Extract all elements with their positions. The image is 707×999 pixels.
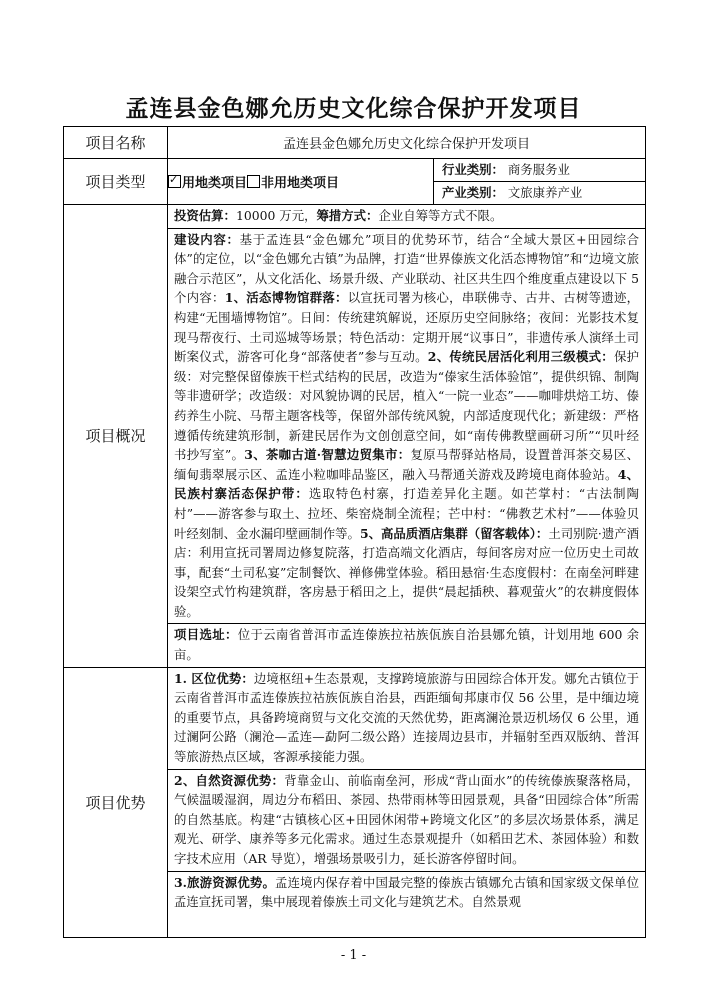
- item4-title: 4、民族村寨活态保护带：: [174, 466, 640, 502]
- sector-category: [434, 181, 645, 204]
- advantage3-title: 3.旅游资源优势。: [174, 874, 276, 890]
- advantage2-title: 2、自然资源优势：: [174, 772, 285, 788]
- advantage1-title: 1. 区位优势：: [174, 670, 254, 686]
- item5-text: 土司别院·遗产酒店：利用宣抚司署周边修复院落，打造高端文化酒店，每间客房对应一位历史土司故事，配套“土司私宴”定制餐饮、禅修佛堂体验。稻田悬宿·生态度假村：在南垒河畔建设架空式竹构建筑群，客房悬于稻田之上，提供“晨起插秧、暮观萤火”的农耕度假体验。: [174, 525, 640, 619]
- investment-label: 投资估算：: [174, 208, 236, 223]
- item3-text: 复原马帮驿站格局，设置普洱茶交易区、缅甸翡翠展示区、孟连小粒咖啡品鉴区，融入马帮通关游戏及跨境电商体验站。: [174, 447, 640, 482]
- item5-title: 5、高品质酒店集群（留客载体）：: [359, 525, 549, 541]
- industry-label: 行业类别：: [442, 162, 504, 177]
- project-type-options: [168, 159, 434, 205]
- item2-title: 2、传统民居活化利用三级模式：: [427, 349, 614, 365]
- investment-line: [168, 205, 645, 228]
- advantage-location: [168, 668, 645, 769]
- advantage-tourism: [168, 871, 645, 914]
- item3-title: 3、茶咖古道·智慧边贸集市：: [244, 447, 411, 463]
- advantage-natural: [168, 769, 645, 871]
- construction-content: [168, 228, 645, 624]
- option-land-use: 用地类项目: [182, 176, 248, 191]
- content-intro: 基于孟连县“金色娜允”项目的优势环节，结合“全域大景区+田园综合体”的定位，以“金色娜允古镇”为品牌，打造“世界傣族文化活态博物馆”和“边境文旅融合示范区”，从文化活化、场景升级、产业联动、社区共生四个维度重点建设以下 5 个内容：: [174, 231, 640, 306]
- advantages-label: 项目优势: [64, 667, 168, 937]
- site-label: 项目选址：: [174, 627, 238, 643]
- project-site: [168, 623, 645, 666]
- overview-label: 项目概况: [64, 205, 168, 668]
- content-label: 建设内容：: [174, 231, 240, 247]
- item2-text: 保护级：对完整保留傣族干栏式结构的民居，改造为“傣家生活体验馆”，提供织锦、制陶等非遗研学；改造级：对风貌协调的民居，植入“一院一业态”——咖啡烘焙工坊、傣药养生小院、马帮主题客栈等，保留外部传统风貌，内部适度现代化；新建级：严格遵循传统建筑形制，新建民居作为文创创意空间，如“南传佛教壁画研习所”“贝叶经书抄写室”。: [174, 349, 640, 463]
- unchecked-checkbox-icon[interactable]: [247, 175, 260, 188]
- site-value: 位于云南省普洱市孟连傣族拉祜族佤族自治县娜允镇，计划用地 600 余亩。: [174, 627, 640, 663]
- row-advantages: [64, 667, 646, 937]
- item4-text: 选取特色村寨，打造差异化主题。如芒掌村：“古法制陶村”——游客参与取土、拉坯、柴窑烧制全流程；芒中村：“佛教艺术村”——体验贝叶经刻制、金水漏印壁画制作等。: [174, 486, 640, 541]
- document-title: 孟连县金色娜允历史文化综合保护开发项目: [125, 95, 582, 122]
- item1-title: 1、活态博物馆群落：: [224, 290, 348, 306]
- project-name-label: 项目名称: [64, 127, 168, 159]
- overview-cell: [168, 205, 646, 668]
- row-overview: [64, 205, 646, 668]
- sector-label: 产业类别：: [442, 185, 504, 200]
- advantage3-text: 孟连境内保存着中国最完整的傣族古镇娜允古镇和国家级文保单位孟连宣抚司署，集中展现着傣族土司文化与建筑艺术。自然景观: [174, 874, 640, 910]
- advantage1-text: 边境枢纽+生态景观，支撑跨境旅游与田园综合体开发。娜允古镇位于云南省普洱市孟连傣族拉祜族佤族自治县，西距缅甸邦康市仅 56 公里，是中缅边境的重要节点，具备跨境商贸与文化交流的天然优势，距离澜沧景迈机场仅 6 公里，通过澜阿公路（澜沧—孟连—勐阿二级公路）连接周边县市，并辐射至西双版纳、普洱等旅游热点区域，客源承接能力强。: [174, 670, 640, 765]
- financing-label: 筹措方式：: [316, 208, 379, 223]
- checked-checkbox-icon[interactable]: [168, 175, 181, 188]
- page-number: - 1 -: [340, 948, 367, 963]
- industry-value: 商务服务业: [507, 162, 570, 177]
- sector-value: 文旅康养产业: [507, 185, 583, 200]
- financing-value: 企业自筹等方式不限。: [378, 208, 503, 223]
- project-type-label: 项目类型: [64, 159, 168, 205]
- row-project-name: [64, 127, 646, 159]
- advantage2-text: 背靠金山、前临南垒河，形成“背山面水”的传统傣族聚落格局，气候温暖湿润，周边分布稻田、茶园、热带雨林等田园景观，具备“田园综合体”所需的自然基底。构建“古镇核心区+田园休闲带+跨境文化区”的多层次场景体系，满足观光、研学、康养等多元化需求。通过生态景观提升（如稻田艺术、茶园体验）和数字技术应用（AR 导览），增强场景吸引力，延长游客停留时间。: [174, 772, 640, 866]
- category-cell: [434, 159, 646, 205]
- row-project-type: [64, 159, 646, 205]
- option-non-land-use: 非用地类项目: [261, 176, 340, 191]
- project-name-value: 孟连县金色娜允历史文化综合保护开发项目: [168, 127, 646, 159]
- investment-value: 10000 万元，: [235, 208, 317, 223]
- item1-text: 以宣抚司署为核心，串联佛寺、古井、古树等遗迹，构建“无围墙博物馆”。日间：传统建筑解说，还原历史空间脉络；夜间：光影技术复现马帮夜行、土司巡城等场景；特色活动：定期开展“议事日”，非遗传承人演绎土司断案仪式，游客可化身“部落使者”参与互动。: [174, 290, 640, 365]
- advantages-cell: [168, 667, 646, 937]
- project-table: [63, 126, 646, 938]
- industry-category: [434, 159, 645, 181]
